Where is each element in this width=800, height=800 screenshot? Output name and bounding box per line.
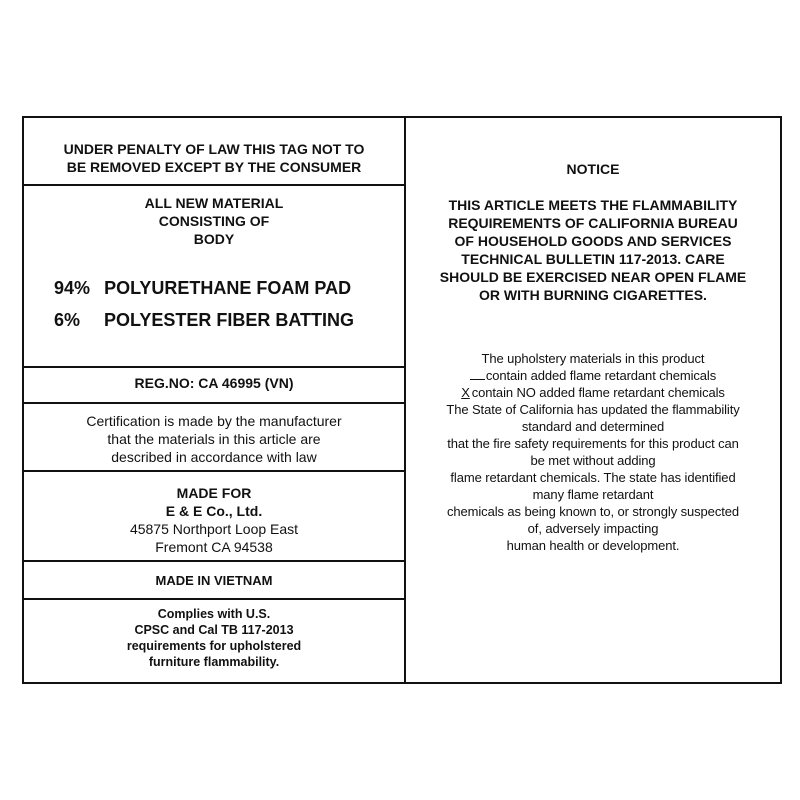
left-panel	[24, 118, 404, 682]
notice-body: THIS ARTICLE MEETS THE FLAMMABILITY REQUIREMENTS OF CALIFORNIA BUREAU OF HOUSEHOLD GOODS AND SERVICES TECHNICAL BULLETIN 117-2013. CARE SHOULD BE EXERCISED NEAR OPEN FLAME OR WITH BURNING CIGARETTES.	[439, 197, 747, 303]
section-divider	[24, 560, 404, 562]
right-panel	[406, 118, 780, 682]
fiber-name: POLYURETHANE FOAM PAD	[104, 278, 352, 298]
law-tag	[22, 116, 782, 684]
fiber-percent: 94%	[54, 278, 91, 298]
notice-title: NOTICE	[566, 161, 620, 177]
made-for-label: MADE FOR	[176, 485, 252, 501]
flame-retardant-disclosure: The upholstery materials in this product contain added flame retardant chemicals X contain NO added flame retardant chemicals The State of California has updated the flammability standard and determined that the fire safety requirements for this product can be met without adding flame retardant chemicals. The state has identified many flame retardant chemicals as being known to, or strongly suspected of, adversely impacting human health or development.	[406, 350, 780, 554]
fiber-content-row	[54, 278, 351, 299]
compliance-statement: Complies with U.S. CPSC and Cal TB 117-2013 requirements for upholstered furniture flammability.	[126, 607, 302, 669]
section-divider	[24, 366, 404, 368]
fiber-name: POLYESTER FIBER BATTING	[104, 310, 355, 330]
section-divider	[24, 402, 404, 404]
option-no-added-chemicals: X contain NO added flame retardant chemicals	[461, 385, 725, 400]
made-for-block	[24, 484, 404, 556]
section-divider	[24, 184, 404, 186]
fiber-content-row	[54, 310, 354, 331]
certification-statement: Certification is made by the manufacturer that the materials in this article are described in accordance with law	[86, 413, 342, 465]
address-line-2: Fremont CA 94538	[155, 539, 273, 555]
option-added-chemicals: contain added flame retardant chemicals	[406, 367, 780, 384]
checkbox-x-mark: X	[461, 385, 470, 400]
material-header: ALL NEW MATERIAL CONSISTING OF BODY	[144, 195, 284, 247]
penalty-warning: UNDER PENALTY OF LAW THIS TAG NOT TO BE REMOVED EXCEPT BY THE CONSUMER	[63, 141, 365, 175]
checkbox-blank	[470, 368, 485, 380]
address-line-1: 45875 Northport Loop East	[129, 521, 299, 537]
country-of-origin: MADE IN VIETNAM	[155, 573, 273, 588]
section-divider	[24, 470, 404, 472]
company-name: E & E Co., Ltd.	[165, 503, 263, 519]
section-divider	[24, 598, 404, 600]
fiber-percent: 6%	[54, 310, 81, 330]
disclosure-intro: The upholstery materials in this product	[481, 351, 705, 366]
registration-number: REG.NO: CA 46995 (VN)	[134, 375, 294, 391]
